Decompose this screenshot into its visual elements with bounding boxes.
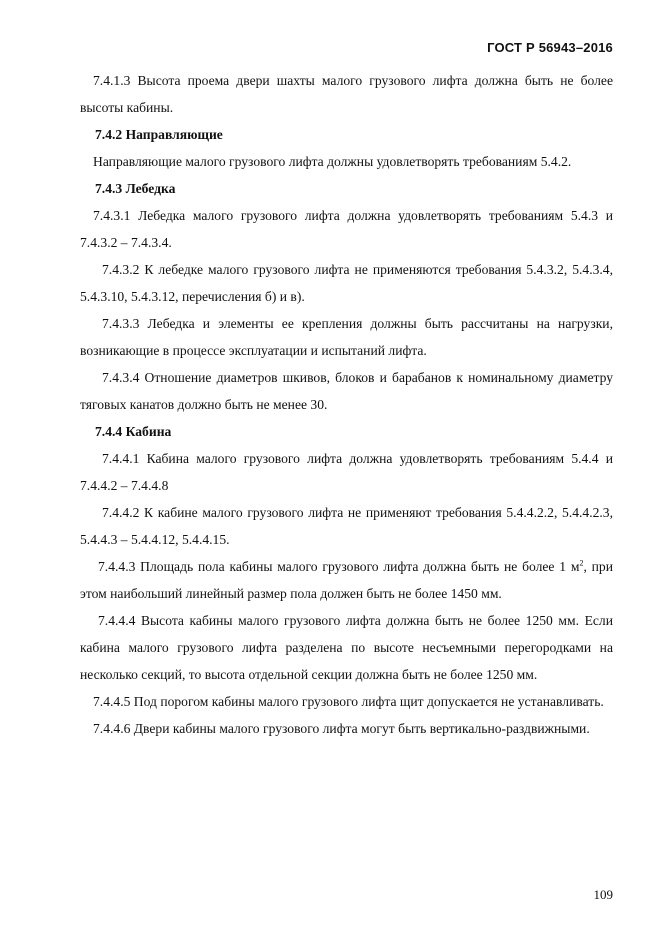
paragraph-7-4-3-3: 7.4.3.3 Лебедка и элементы ее крепления должны быть рассчитаны на нагрузки, возникающие в процессе эксплуатации и испытаний лифта.	[80, 316, 613, 358]
paragraph-7-4-3-1: 7.4.3.1 Лебедка малого грузового лифта должна удовлетворять требованиям 5.4.3 и 7.4.3.2 – 7.4.3.4.	[80, 208, 613, 250]
paragraph-guides: Направляющие малого грузового лифта должны удовлетворять требованиям 5.4.2.	[93, 154, 572, 169]
paragraph-7-4-4-2: 7.4.4.2 К кабине малого грузового лифта не применяют требования 5.4.4.2.2, 5.4.4.2.3, 5.4.4.3 – 5.4.4.12, 5.4.4.15.	[80, 505, 613, 547]
paragraph-7-4-4-3	[80, 553, 613, 607]
paragraph-7-4-4-4: 7.4.4.4 Высота кабины малого грузового лифта должна быть не более 1250 мм. Если кабина малого грузового лифта разделена по высоте несъемными перегородками на несколько секций, то высота отдельной секции должна быть не более 1250 мм.	[80, 613, 613, 682]
heading-7-4-2: 7.4.2 Направляющие	[95, 127, 223, 142]
paragraph-7-4-1-3: 7.4.1.3 Высота проема двери шахты малого грузового лифта должна быть не более высоты кабины.	[80, 73, 613, 115]
page-body	[80, 67, 613, 742]
paragraph-7-4-3-4: 7.4.3.4 Отношение диаметров шкивов, блоков и барабанов к номинальному диаметру тяговых канатов должно быть не менее 30.	[80, 370, 613, 412]
paragraph-7-4-4-3-rest: , при этом наибольший линейный размер пола должен быть не более 1450 мм.	[80, 559, 613, 601]
superscript-squared: 2	[579, 558, 584, 568]
document-header: ГОСТ Р 56943–2016	[487, 40, 613, 55]
paragraph-7-4-4-3-text: 7.4.4.3 Площадь пола кабины малого грузового лифта должна быть не более 1 м	[98, 559, 580, 574]
paragraph-7-4-4-5: 7.4.4.5 Под порогом кабины малого грузового лифта щит допускается не устанавливать.	[93, 694, 604, 709]
paragraph-7-4-4-1: 7.4.4.1 Кабина малого грузового лифта должна удовлетворять требованиям 5.4.4 и 7.4.4.2 – 7.4.4.8	[80, 451, 613, 493]
heading-7-4-3: 7.4.3 Лебедка	[95, 181, 176, 196]
heading-7-4-4: 7.4.4 Кабина	[95, 424, 172, 439]
paragraph-7-4-3-2: 7.4.3.2 К лебедке малого грузового лифта не применяются требования 5.4.3.2, 5.4.3.4, 5.4.3.10, 5.4.3.12, перечисления б) и в).	[80, 262, 613, 304]
page-number: 109	[593, 887, 613, 902]
paragraph-7-4-4-6: 7.4.4.6 Двери кабины малого грузового лифта могут быть вертикально-раздвижными.	[93, 721, 590, 736]
